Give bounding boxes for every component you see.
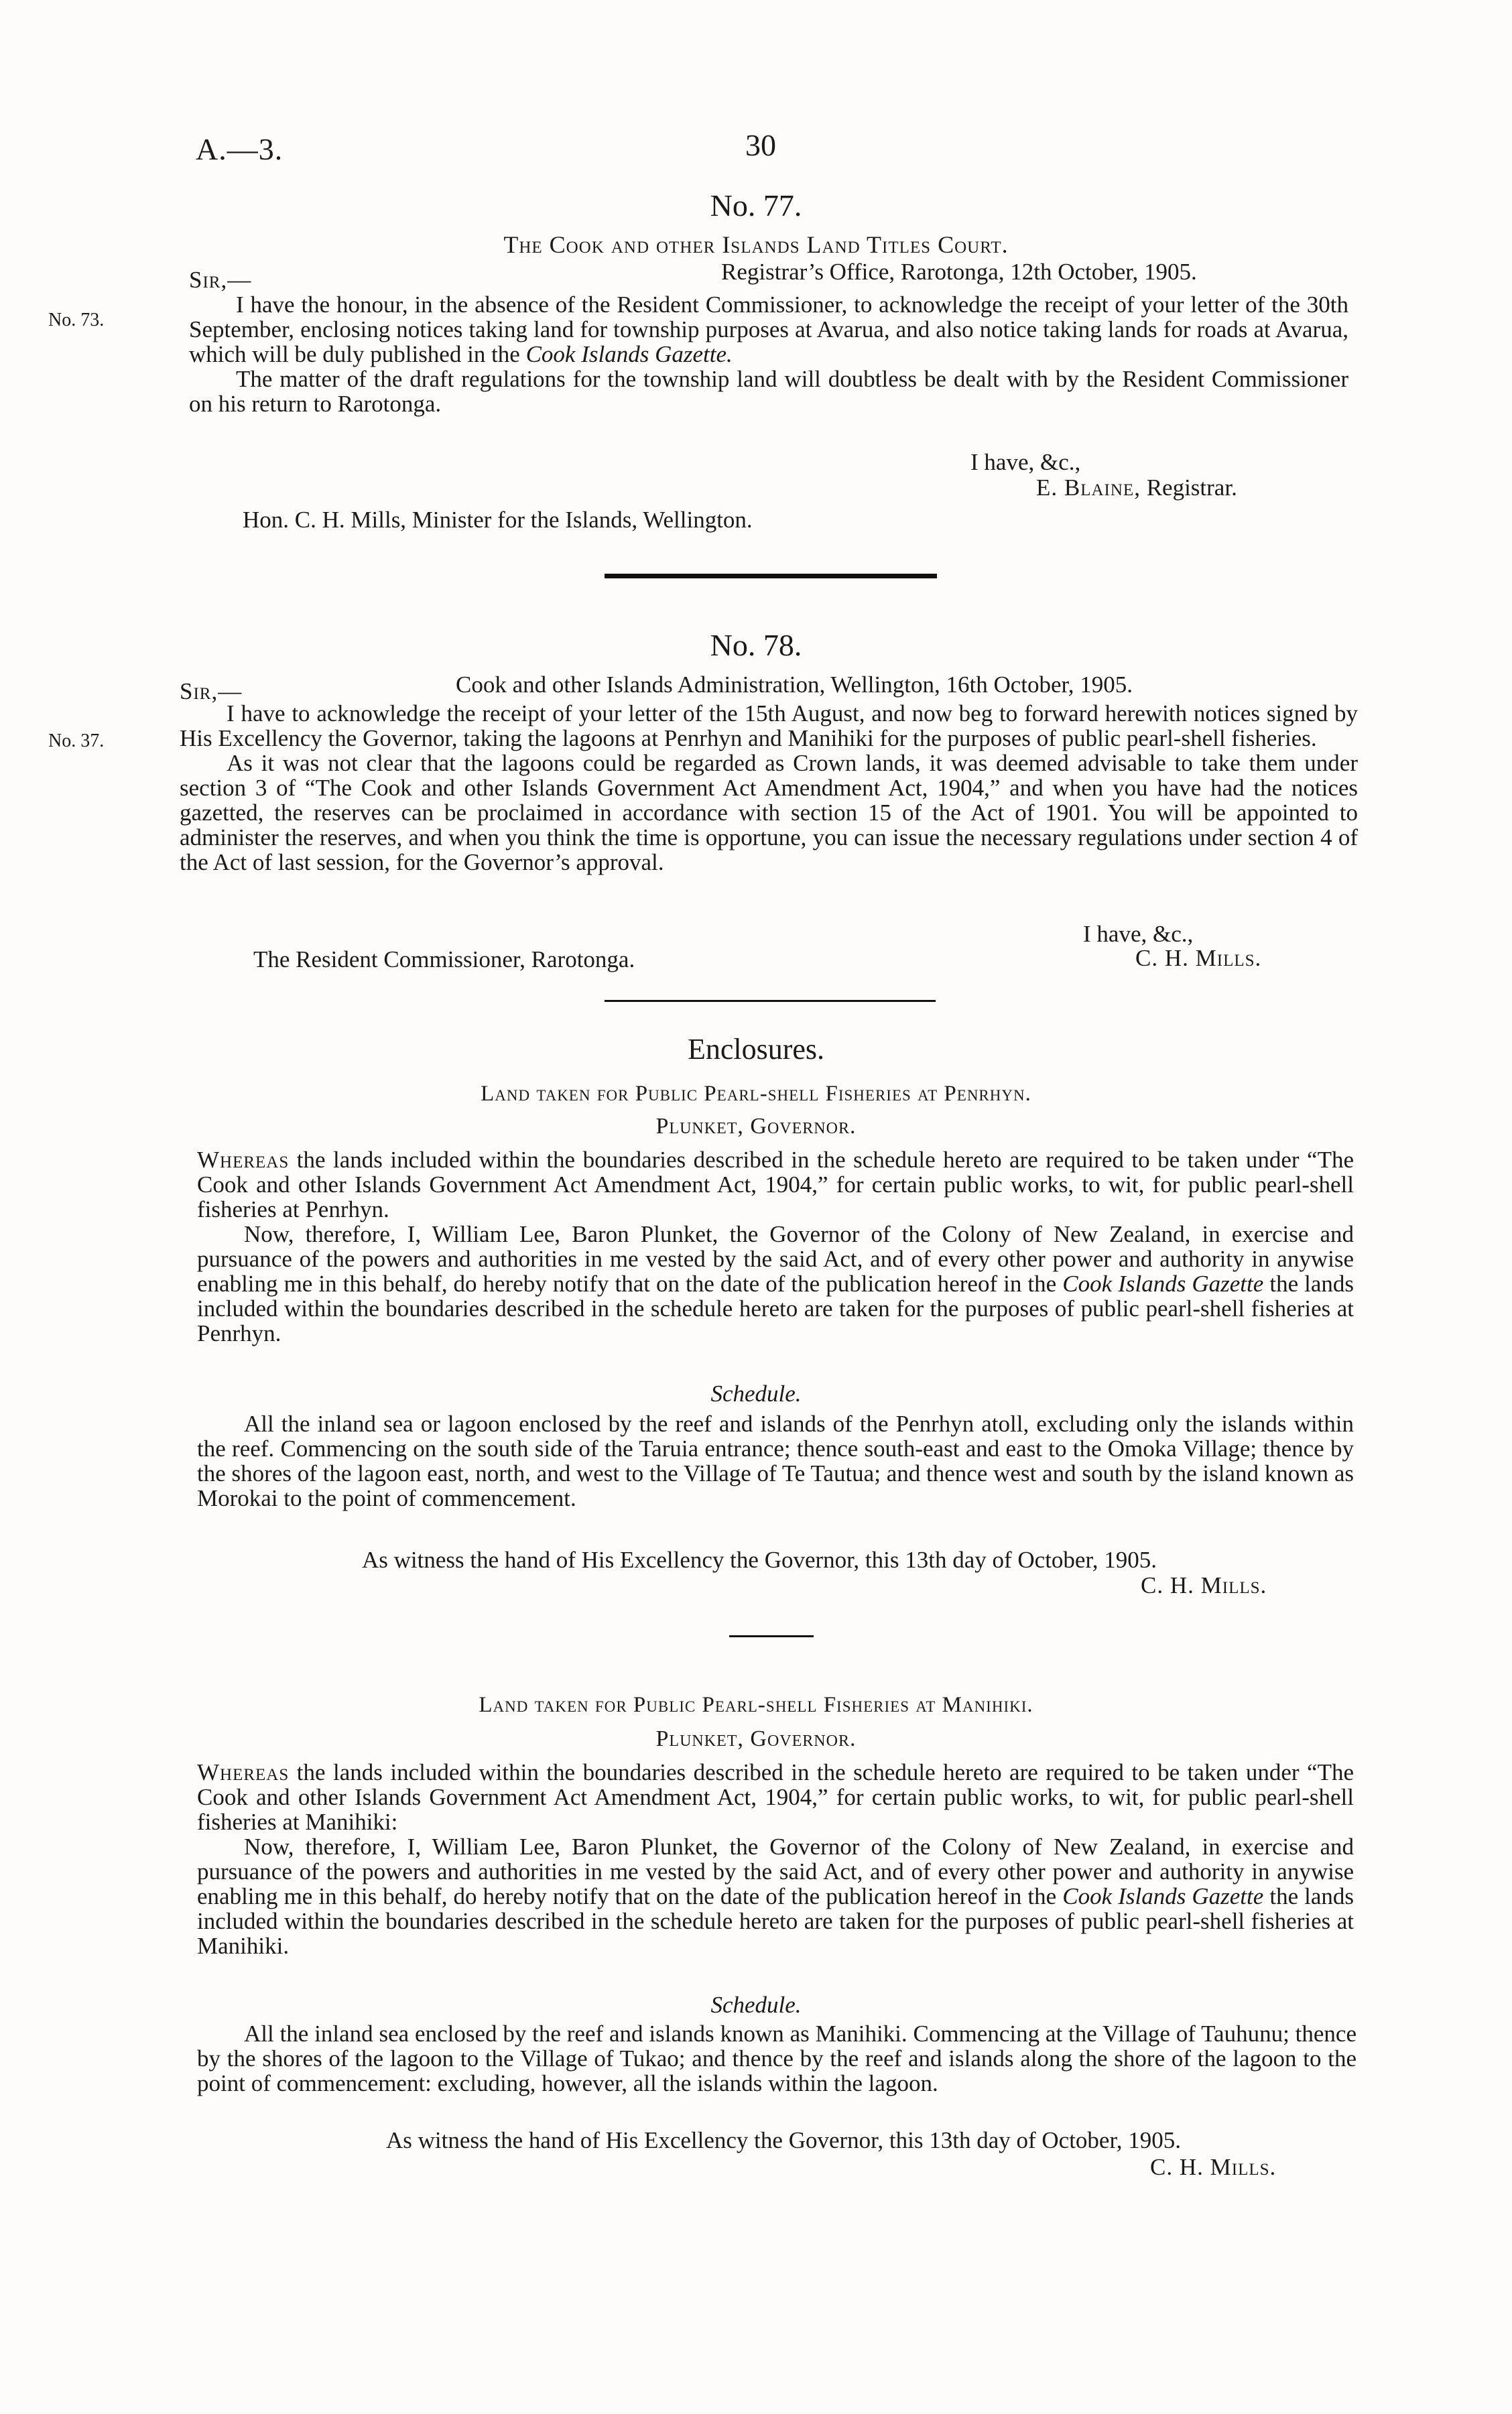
letter-77-salutation: Sir,— — [189, 267, 252, 293]
letter-78-body — [180, 701, 1358, 875]
letter-78-closing: I have, &c., — [1083, 921, 1194, 947]
letter-77-place-date: Registrar’s Office, Rarotonga, 12th October, 1905. — [721, 259, 1197, 285]
manihiki-heading: Land taken for Public Pearl-shell Fisheries at Manihiki. — [479, 1693, 1033, 1717]
letter-78-addressee: The Resident Commissioner, Rarotonga. — [253, 946, 635, 972]
letter-77-body — [189, 292, 1348, 416]
penrhyn-governor: Plunket, Governor. — [655, 1114, 857, 1139]
section-divider-thick — [605, 574, 937, 578]
letter-77-paragraph-2: The matter of the draft regulations for the township land will doubtless be dealt with by the Resident Commissioner on his return to Rarotonga. — [189, 366, 1348, 417]
manihiki-whereas-paragraph: Whereas the lands included within the boundaries described in the schedule hereto are required to be taken under “The Cook and other Islands Government Act Amendment Act, 1904,” for certain public works, to wit, for public pearl-shell fisheries at Manihiki: — [197, 1759, 1354, 1835]
manihiki-signature: C. H. Mills. — [1150, 2154, 1277, 2180]
manihiki-witness: As witness the hand of His Excellency the Governor, this 13th day of October, 1905. — [386, 2127, 1181, 2153]
manihiki-schedule-text: All the inland sea enclosed by the reef and islands known as Manihiki. Commencing at the Village of Tauhunu; thence by the shores of the lagoon to the Village of Tukao; and thence by the reef and islands along the shore of the lagoon to the point of commencement: excluding, however, all the islands within the lagoon. — [197, 2021, 1357, 2096]
page-number: 30 — [745, 128, 776, 162]
gazette-title: Cook Islands Gazette — [1062, 1271, 1264, 1297]
penrhyn-heading: Land taken for Public Pearl-shell Fisheries at Penrhyn. — [481, 1082, 1031, 1106]
letter-78-place-date: Cook and other Islands Administration, Wellington, 16th October, 1905. — [456, 672, 1133, 698]
penrhyn-notice-body — [197, 1147, 1354, 1346]
letter-78-signature: C. H. Mills. — [1135, 945, 1262, 971]
manihiki-notice-body — [197, 1760, 1354, 1958]
letter-77-title: No. 77. — [710, 188, 802, 223]
penrhyn-schedule-body — [197, 1411, 1354, 1511]
series-reference: A.—3. — [196, 132, 284, 166]
letter-78-margin-ref: No. 37. — [48, 730, 105, 751]
letter-78-paragraph-1: I have to acknowledge the receipt of your letter of the 15th August, and now beg to forward herewith notices signed by His Excellency the Governor, taking the lagoons at Penrhyn and Manihiki for the purposes of public pearl-shell fisheries. — [180, 700, 1358, 751]
section-divider — [605, 1000, 936, 1002]
manihiki-governor: Plunket, Governor. — [655, 1726, 857, 1751]
gazette-title: Cook Islands Gazette — [1062, 1883, 1264, 1909]
manihiki-notify-paragraph: Now, therefore, I, William Lee, Baron Plunket, the Governor of the Colony of New Zealand, in exercise and pursuance of the powers and authorities in me vested by the said Act, and of every other power and authority in anywise enabling me in this behalf, do hereby notify that on the date of the publication hereof in the Cook Islands Gazette the lands included within the boundaries described in the schedule hereto are taken for the purposes of public pearl-shell fisheries at Manihiki. — [197, 1834, 1354, 1959]
manihiki-schedule-body — [197, 2021, 1357, 2096]
short-divider — [729, 1635, 814, 1637]
penrhyn-witness: As witness the hand of His Excellency the Governor, this 13th day of October, 1905. — [362, 1547, 1157, 1573]
penrhyn-whereas-paragraph: Whereas the lands included within the boundaries described in the schedule hereto are required to be taken under “The Cook and other Islands Government Act Amendment Act, 1904,” for certain public works, to wit, for public pearl-shell fisheries at Penrhyn. — [197, 1147, 1354, 1222]
letter-78-paragraph-2: As it was not clear that the lagoons could be regarded as Crown lands, it was deemed advisable to take them under section 3 of “The Cook and other Islands Government Act Amendment Act, 1904,” and when you have had the notices gazetted, the reserves can be proclaimed in accordance with section 15 of the Act of 1901. You will be appointed to administer the reserves, and when you think the time is opportune, you can issue the necessary regulations under section 4 of the Act of last session, for the Governor’s approval. — [180, 750, 1358, 875]
manihiki-schedule-title: Schedule. — [710, 1992, 802, 2018]
enclosures-title: Enclosures. — [687, 1033, 825, 1066]
penrhyn-notify-paragraph: Now, therefore, I, William Lee, Baron Plunket, the Governor of the Colony of New Zealand, in exercise and pursuance of the powers and authorities in me vested by the said Act, and of every other power and authority in anywise enabling me in this behalf, do hereby notify that on the date of the publication hereof in the Cook Islands Gazette the lands included within the boundaries described in the schedule hereto are taken for the purposes of public pearl-shell fisheries at Penrhyn. — [197, 1221, 1354, 1346]
letter-78-title: No. 78. — [710, 628, 802, 662]
letter-77-paragraph-1: I have the honour, in the absence of the Resident Commissioner, to acknowledge the receipt of your letter of the 30th September, enclosing notices taking land for township purposes at Avarua, and also notice taking lands for roads at Avarua, which will be duly published in the Cook Islands Gazette. — [189, 292, 1348, 367]
letter-77-addressee: Hon. C. H. Mills, Minister for the Islands, Wellington. — [243, 507, 753, 533]
penrhyn-signature: C. H. Mills. — [1141, 1572, 1267, 1598]
letter-77-margin-ref: No. 73. — [48, 310, 105, 330]
penrhyn-schedule-title: Schedule. — [710, 1381, 802, 1407]
letter-78-salutation: Sir,— — [180, 678, 243, 704]
letter-77-signature: E. Blaine, Registrar. — [1036, 474, 1237, 501]
letter-77-court-heading: The Cook and other Islands Land Titles Court. — [503, 231, 1009, 258]
gazette-title: Cook Islands Gazette. — [525, 341, 733, 367]
penrhyn-schedule-text: All the inland sea or lagoon enclosed by the reef and islands of the Penrhyn atoll, excluding only the islands within the reef. Commencing on the south side of the Taruia entrance; thence south-east and east to the Omoka Village; thence by the shores of the lagoon east, north, and west to the Village of Te Tautua; and thence west and south by the island known as Morokai to the point of commencement. — [197, 1411, 1354, 1511]
letter-77-closing: I have, &c., — [970, 449, 1081, 475]
